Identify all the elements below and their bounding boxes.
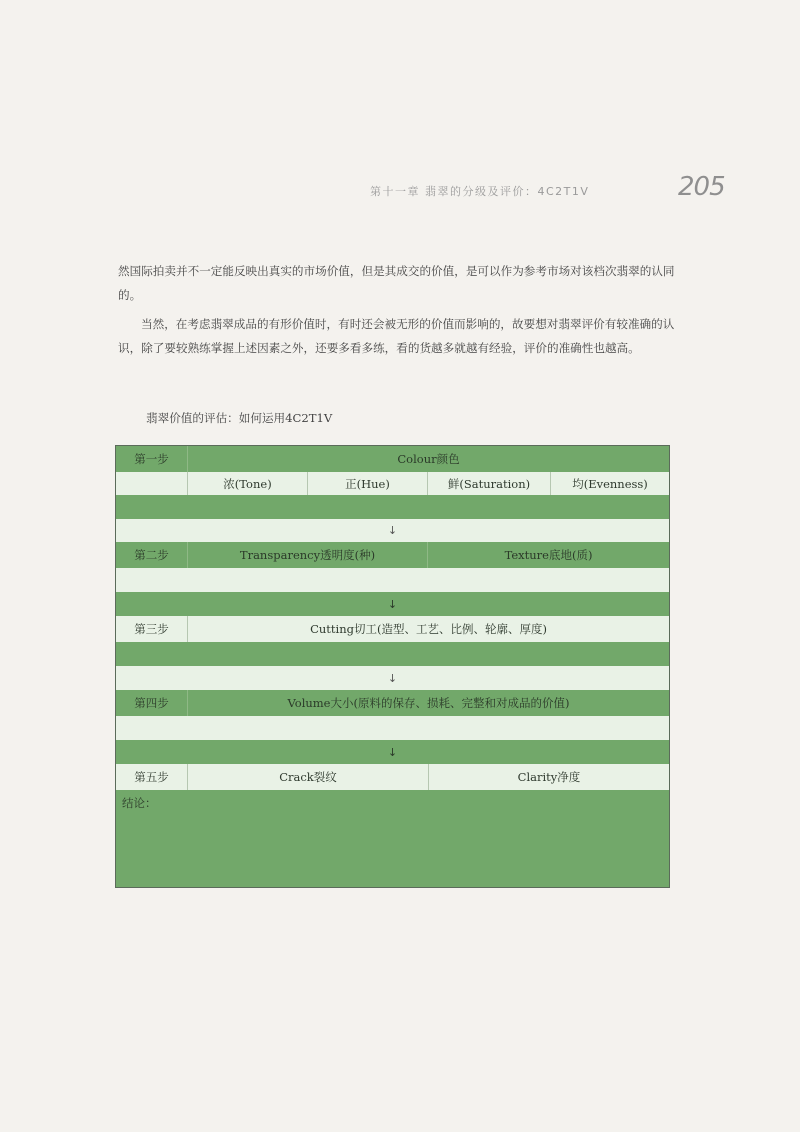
spacer-row <box>116 642 669 666</box>
conclusion-area <box>116 790 669 887</box>
step1-label: 第一步 <box>116 446 188 472</box>
step5-label: 第五步 <box>116 764 188 790</box>
down-arrow-icon: ↓ <box>387 597 398 611</box>
spacer-row <box>116 568 669 592</box>
table-caption: 翡翠价值的评估：如何运用4C2T1V <box>146 411 333 425</box>
step4-label: 第四步 <box>116 690 188 716</box>
crack-cell: Crack裂纹 <box>188 764 429 790</box>
tone-cell: 浓(Tone) <box>188 472 308 495</box>
running-header <box>370 172 730 208</box>
volume-cell: Volume大小(原料的保存、损耗、完整和对成品的价值) <box>287 696 570 710</box>
transparency-cell: Transparency透明度(种) <box>188 542 428 568</box>
step3-row <box>116 616 669 642</box>
texture-cell: Texture底地(质) <box>504 548 593 562</box>
paragraph-1: 然国际拍卖并不一定能反映出真实的市场价值，但是其成交的价值，是可以作为参考市场对该档次翡翠的认同的。 <box>118 264 675 302</box>
step3-label: 第三步 <box>116 616 188 642</box>
evaluation-table <box>115 445 670 888</box>
down-arrow-icon: ↓ <box>387 671 398 685</box>
conclusion-label: 结论： <box>122 796 157 810</box>
arrow-row <box>116 519 669 542</box>
down-arrow-icon: ↓ <box>387 524 398 537</box>
step1-row <box>116 446 669 472</box>
chapter-title: 第十一章 翡翠的分级及评价：4C2T1V <box>370 185 590 198</box>
arrow-row <box>116 666 669 690</box>
down-arrow-icon: ↓ <box>387 745 398 759</box>
step4-row <box>116 690 669 716</box>
hue-cell: 正(Hue) <box>308 472 428 495</box>
arrow-row <box>116 592 669 616</box>
cutting-cell: Cutting切工(造型、工艺、比例、轮廓、厚度) <box>310 622 547 636</box>
saturation-cell: 鲜(Saturation) <box>428 472 551 495</box>
spacer-row <box>116 716 669 740</box>
paragraph-2: 当然，在考虑翡翠成品的有形价值时，有时还会被无形的价值而影响的，故要想对翡翠评价有较准确的认识，除了要较熟练掌握上述因素之外，还要多看多练，看的货越多就越有经验，评价的准确性也越高。 <box>118 317 675 355</box>
page-number: 205 <box>678 172 725 202</box>
clarity-cell: Clarity净度 <box>517 770 581 784</box>
colour-title: Colour颜色 <box>397 452 460 466</box>
colour-factors-row <box>116 472 669 495</box>
spacer-row <box>116 495 669 519</box>
arrow-row <box>116 740 669 764</box>
step2-row <box>116 542 669 568</box>
step2-label: 第二步 <box>116 542 188 568</box>
step5-row <box>116 764 669 790</box>
evenness-cell: 均(Evenness) <box>572 476 648 491</box>
empty-cell <box>116 472 188 495</box>
